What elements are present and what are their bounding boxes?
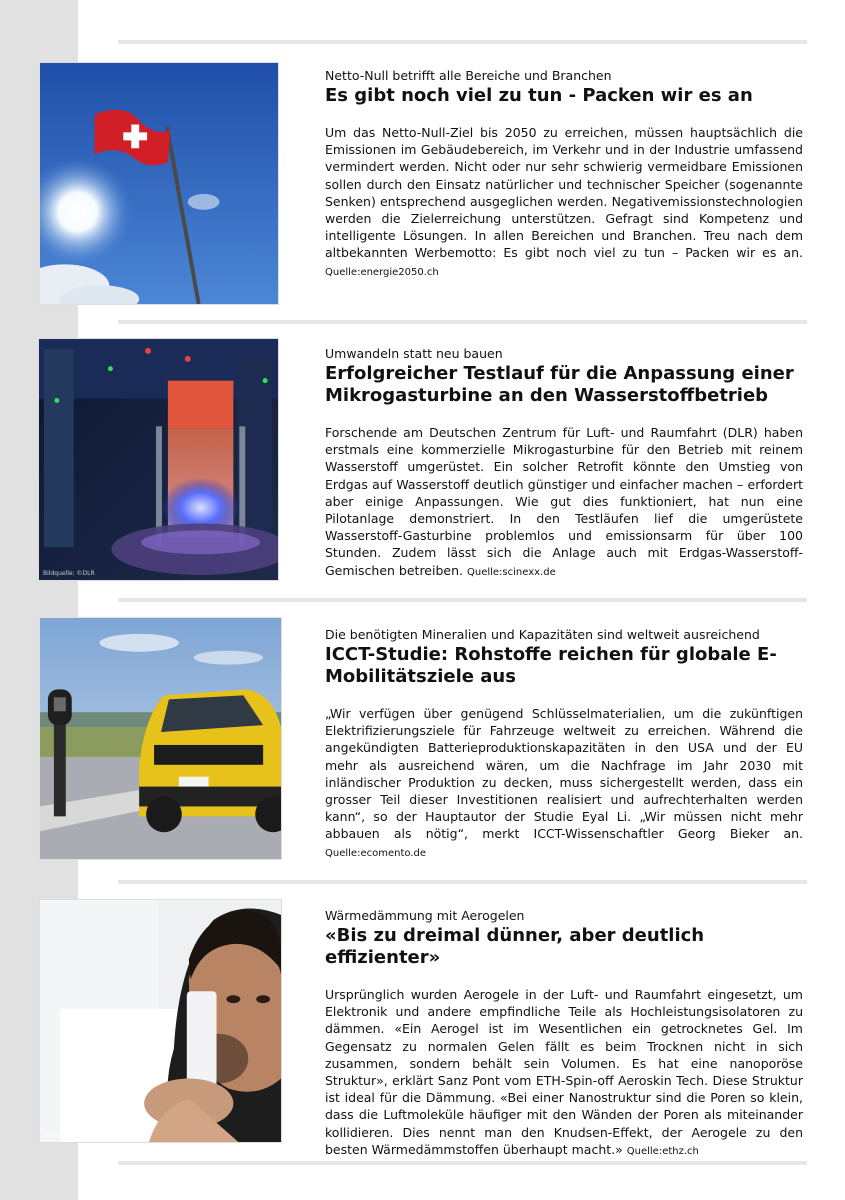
article-text: Forschende am Deutschen Zentrum für Luft- und Raumfahrt (DLR) haben erstmals eine kommerzielle Mikrogasturbine für den Betrieb mit reinem Wasserstoff umgerüstet. Ein solcher Retrofit könnte den Umstieg von Erdgas auf Wasserstoff deutlich günstiger und einfacher machen – erfordert aber einige Anpassungen. Wie gut dies funktioniert, hat nun eine Pilotanlage demonstriert. In den Testläufen lief die umgerüstete Wasserstoff-Gasturbine problemlos und emissionsarm für über 100 Stunden. Zudem lässt sich die Anlage auch mit Erdgas-Wasserstoff-Gemischen betreiben.	[325, 425, 803, 578]
divider	[118, 320, 807, 324]
article	[325, 627, 803, 862]
article-title: «Bis zu dreimal dünner, aber deutlich effizienter»	[325, 925, 705, 968]
article-source: Quelle:ethz.ch	[626, 1145, 699, 1157]
article-source: Quelle:energie2050.ch	[325, 266, 439, 278]
image-credit: Bildquelle: eth zürich	[44, 1132, 108, 1139]
article-kicker: Umwandeln statt neu bauen	[325, 346, 503, 361]
swiss-flag-sun-photo	[39, 62, 279, 305]
article-body	[325, 986, 803, 1160]
electric-car-charging-photo	[39, 617, 282, 860]
article	[325, 68, 803, 281]
article-body	[325, 124, 803, 281]
article-kicker: Wärmedämmung mit Aerogelen	[325, 908, 525, 923]
divider	[118, 1161, 807, 1165]
aerogel-researcher-photo	[39, 899, 282, 1143]
article-text: Um das Netto-Null-Ziel bis 2050 zu erreichen, müssen hauptsächlich die Emissionen im Gebäudebereich, im Verkehr und in der Industrie umfassend vermindert werden. Nicht oder nur sehr schwierig vermeidbare Emissionen sollen durch den Einsatz natürlicher und technischer Speicher (sogenannte Senken) entsprechend ausgeglichen werden. Negativemissionstechnologien werden die Zielerreichung unterstützen. Gefragt sind Kompetenz und intelligente Lösungen. In allen Bereichen und Branchen. Treu nach dem altbekannten Werbemotto: Es gibt noch viel zu tun – Packen wir es an.	[325, 125, 803, 261]
article-title: Es gibt noch viel zu tun - Packen wir es an	[325, 85, 753, 106]
article-kicker: Netto-Null betrifft alle Bereiche und Branchen	[325, 68, 612, 83]
divider	[118, 40, 807, 44]
article-title: ICCT-Studie: Rohstoffe reichen für globale E-Mobilitätsziele aus	[325, 644, 777, 687]
article-text: Ursprünglich wurden Aerogele in der Luft- und Raumfahrt eingesetzt, um Elektronik und andere empfindliche Teile als Hochleistungsisolatoren zu dämmen. «Ein Aerogel ist im Wesentlichen ein getrocknetes Gel. Im Gegensatz zu normalen Gelen fällt es beim Trocknen nicht in sich zusammen, sondern behält sein Volumen. Es hat eine nanoporöse Struktur», erklärt Sanz Pont vom ETH-Spin-off Aeroskin Tech. Diese Struktur ist ideal für die Dämmung. «Bei einer Nanostruktur sind die Poren so klein, dass die Luftmoleküle häufiger mit den Wänden der Poren als miteinander kollidieren. Dies nennt man den Knudsen-Effekt, der Aerogele zu den besten Wärmedämmstoffen überhaupt macht.»	[325, 987, 803, 1157]
article-text: „Wir verfügen über genügend Schlüsselmaterialien, um die zukünftigen Elektrifizierungsziele für Fahrzeuge weltweit zu erreichen. Während die angekündigten Batterieproduktionskapazitäten in den USA und der EU mehr als ausreichend wären, um die Nachfrage im Jahr 2030 mit inländischer Produktion zu decken, muss sichergestellt werden, dass ein grosser Teil dieser Investitionen realisiert und aufrechterhalten werden kann“, so der Hauptautor der Studie Eyal Li. „Wir müssen nicht mehr abbauen als nötig“, merkt ICCT-Wissenschaftler Georg Bieker an.	[325, 706, 803, 842]
article-body	[325, 424, 803, 581]
image-credit: Bildquelle: ©DLR	[43, 570, 95, 577]
divider	[118, 880, 807, 884]
article-body	[325, 705, 803, 862]
article-source: Quelle:scinexx.de	[466, 566, 556, 578]
article	[325, 908, 803, 1160]
hydrogen-turbine-photo	[38, 338, 279, 581]
article	[325, 346, 803, 581]
article-kicker: Die benötigten Mineralien und Kapazitäten sind weltweit ausreichend	[325, 627, 760, 642]
article-title: Erfolgreicher Testlauf für die Anpassung einer Mikrogasturbine an den Wasserstoffbetrieb	[325, 363, 794, 406]
divider	[118, 598, 807, 602]
article-source: Quelle:ecomento.de	[325, 847, 426, 859]
